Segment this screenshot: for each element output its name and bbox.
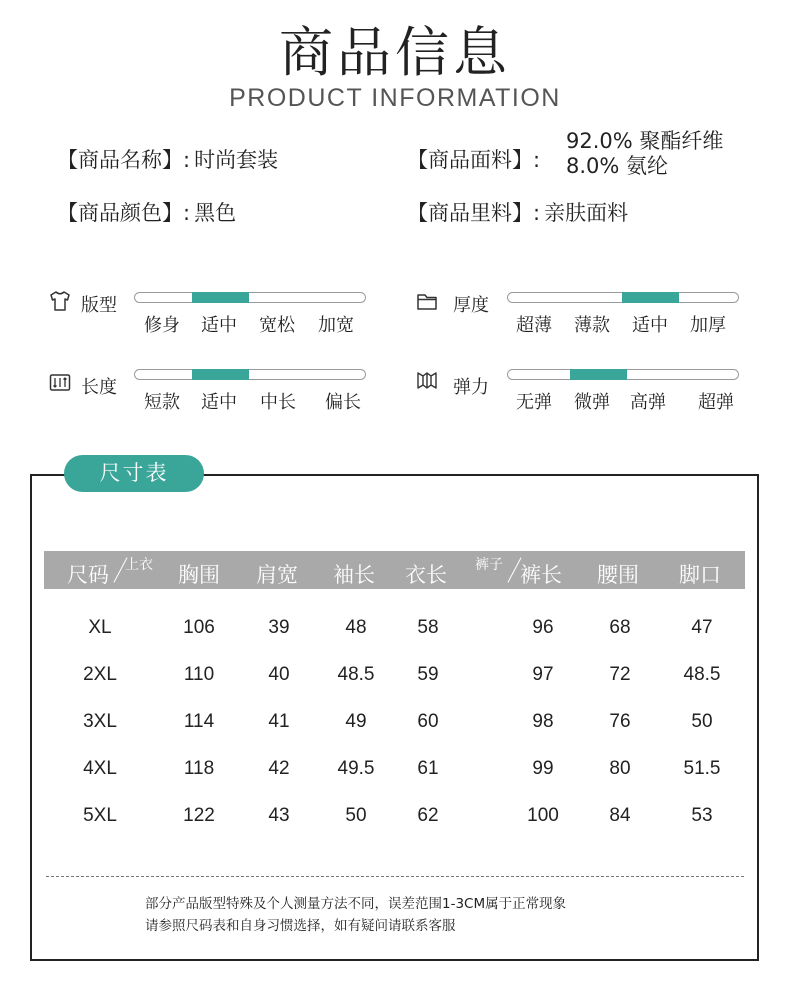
cell-pants-length: 99 (532, 758, 554, 779)
cell-pants-length: 96 (532, 617, 554, 638)
attr-thickness-option: 超薄 (516, 315, 552, 336)
header-chest: 胸围 (178, 563, 220, 587)
cell-hem: 47 (691, 617, 713, 638)
page-title: 商品信息 (279, 21, 511, 84)
cell-shoulder: 41 (268, 711, 290, 732)
cell-shoulder: 42 (268, 758, 290, 779)
attr-elasticity-bar (507, 369, 739, 380)
cell-sleeve: 48.5 (337, 664, 375, 685)
cell-size: 3XL (83, 711, 117, 732)
info-fabric-value (566, 129, 723, 179)
cell-chest: 114 (183, 711, 215, 732)
attr-thickness-bar (507, 292, 739, 303)
cell-shoulder: 39 (268, 617, 290, 638)
cell-pants-length: 100 (527, 805, 559, 826)
page-subtitle: PRODUCT INFORMATION (229, 84, 561, 112)
folder-icon (416, 291, 438, 313)
info-fabric-line1: 92.0% 聚酯纤维 (566, 129, 724, 153)
header-size: 尺码 (67, 563, 109, 587)
info-fabric-label: 【商品面料】: (407, 148, 541, 172)
header-hem: 脚口 (679, 563, 721, 587)
cell-chest: 122 (183, 805, 215, 826)
header-pants-label: 裤子 (475, 557, 503, 573)
cell-hem: 51.5 (683, 758, 721, 779)
cell-shoulder: 43 (268, 805, 290, 826)
info-name-label: 【商品名称】: (57, 148, 191, 172)
cell-waist: 68 (609, 617, 631, 638)
cell-top-length: 58 (417, 617, 439, 638)
cell-shoulder: 40 (268, 664, 290, 685)
info-lining (407, 197, 628, 227)
cell-sleeve: 50 (345, 805, 367, 826)
cell-size: XL (88, 617, 112, 638)
cell-waist: 72 (609, 664, 631, 685)
cell-hem: 48.5 (683, 664, 721, 685)
cell-pants-length: 98 (532, 711, 554, 732)
tshirt-icon (49, 290, 71, 312)
cell-top-length: 62 (417, 805, 439, 826)
attr-fit-option: 加宽 (318, 315, 354, 336)
info-name-value: 时尚套装 (194, 148, 279, 172)
attr-thickness-option: 适中 (632, 315, 668, 336)
attr-fit-option: 修身 (144, 315, 180, 336)
info-color-value: 黑色 (194, 201, 237, 225)
attr-elasticity-option: 微弹 (574, 392, 610, 413)
note-line-1: 部分产品版型特殊及个人测量方法不同，误差范围1-3CM属于正常现象 (145, 896, 567, 912)
attr-elasticity-fill (570, 369, 627, 380)
attr-fit-fill (192, 292, 249, 303)
ruler-icon (49, 372, 71, 394)
attr-fit-option: 宽松 (259, 315, 295, 336)
cell-sleeve: 49 (345, 711, 367, 732)
header-top-label: 上衣 (125, 557, 153, 573)
attr-thickness-option: 薄款 (574, 315, 610, 336)
cell-top-length: 60 (417, 711, 439, 732)
attr-elasticity-label: 弹力 (453, 377, 489, 398)
attr-length-bar (134, 369, 366, 380)
info-name (57, 144, 278, 174)
cell-chest: 110 (183, 664, 215, 685)
attr-length-option: 适中 (201, 392, 237, 413)
attr-thickness-label: 厚度 (453, 295, 489, 316)
header-waist: 腰围 (597, 563, 639, 587)
attr-length-option: 偏长 (325, 392, 361, 413)
info-color-label: 【商品颜色】: (57, 201, 191, 225)
attr-fit-option: 适中 (201, 315, 237, 336)
header-sleeve: 袖长 (333, 563, 375, 587)
header-pants-length: 裤长 (520, 563, 562, 587)
header-top-length: 衣长 (405, 563, 447, 587)
cell-hem: 50 (691, 711, 713, 732)
info-fabric-line2: 8.0% 氨纶 (566, 154, 669, 178)
attr-length-label: 长度 (81, 377, 117, 398)
cell-size: 4XL (83, 758, 117, 779)
cell-size: 5XL (83, 805, 117, 826)
cell-sleeve: 48 (345, 617, 367, 638)
attr-length-option: 中长 (260, 392, 296, 413)
cell-waist: 80 (609, 758, 631, 779)
cell-waist: 76 (609, 711, 631, 732)
attr-thickness-fill (622, 292, 679, 303)
info-lining-label: 【商品里料】: (407, 201, 541, 225)
note-line-2: 请参照尺码表和自身习惯选择，如有疑问请联系客服 (145, 918, 456, 934)
attr-length-fill (192, 369, 249, 380)
header-shoulder: 肩宽 (256, 563, 298, 587)
attr-elasticity-option: 超弹 (698, 392, 734, 413)
attr-elasticity-option: 无弹 (516, 392, 552, 413)
size-table-tag: 尺寸表 (64, 455, 204, 492)
attr-thickness-option: 加厚 (690, 315, 726, 336)
cell-waist: 84 (609, 805, 631, 826)
info-color (57, 197, 236, 227)
stretch-icon (416, 369, 438, 391)
cell-top-length: 61 (417, 758, 439, 779)
cell-chest: 118 (183, 758, 215, 779)
attr-elasticity-option: 高弹 (630, 392, 666, 413)
cell-top-length: 59 (417, 664, 439, 685)
attr-fit-bar (134, 292, 366, 303)
table-divider (46, 876, 744, 877)
cell-sleeve: 49.5 (337, 758, 375, 779)
cell-pants-length: 97 (532, 664, 554, 685)
attr-fit-label: 版型 (81, 295, 117, 316)
cell-hem: 53 (691, 805, 713, 826)
cell-chest: 106 (183, 617, 215, 638)
attr-length-option: 短款 (144, 392, 180, 413)
info-lining-value: 亲肤面料 (544, 201, 629, 225)
cell-size: 2XL (83, 664, 117, 685)
